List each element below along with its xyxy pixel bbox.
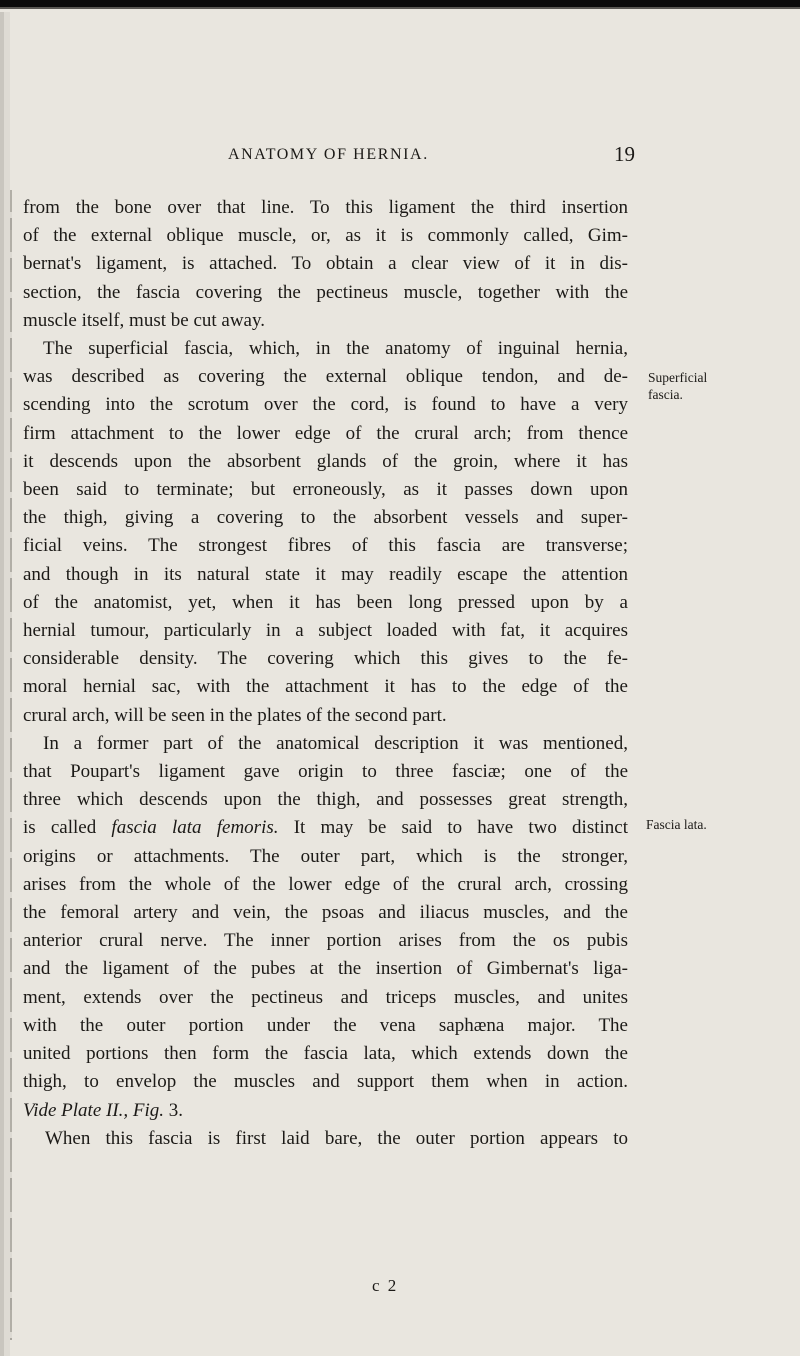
text-line: muscle itself, must be cut away. <box>23 309 266 331</box>
text-line: three which descends upon the thigh, and possesses great strength, <box>23 789 628 811</box>
text-segment: is called <box>23 817 112 839</box>
text-line: that Poupart's ligament gave origin to three fasciæ; one of the <box>23 761 628 783</box>
page-number: 19 <box>614 142 635 166</box>
margin-note-fascia-lata: Fascia lata. <box>646 817 707 832</box>
text-line: scending into the scrotum over the cord, is found to have a very <box>23 394 628 416</box>
text-line: the femoral artery and vein, the psoas and iliacus muscles, and the <box>23 902 628 924</box>
text-line: of the external oblique muscle, or, as it is commonly called, Gim- <box>23 225 628 247</box>
signature-mark: c 2 <box>372 1276 399 1295</box>
text-line: it descends upon the absorbent glands of the groin, where it has <box>23 450 628 472</box>
text-line: and though in its natural state it may readily escape the attention <box>23 563 628 585</box>
text-line: and the ligament of the pubes at the insertion of Gimbernat's liga- <box>23 958 628 980</box>
text-line: crural arch, will be seen in the plates of the second part. <box>23 704 447 726</box>
text-line: When this fascia is first laid bare, the outer portion appears to <box>45 1127 628 1149</box>
text-segment: 3. <box>164 1099 184 1121</box>
text-line: considerable density. The covering which this gives to the fe- <box>23 648 628 670</box>
text-line-fascia-lata <box>23 814 628 842</box>
text-line: with the outer portion under the vena saphæna major. The <box>23 1014 628 1036</box>
text-line: bernat's ligament, is attached. To obtain a clear view of it in dis- <box>23 253 628 275</box>
gutter-shadow <box>10 190 12 1340</box>
text-line: section, the fascia covering the pectineus muscle, together with the <box>23 281 628 303</box>
text-line: origins or attachments. The outer part, which is the stronger, <box>23 845 628 867</box>
margin-note-line: Superficial <box>648 370 708 385</box>
text-segment: Vide Plate II., Fig. <box>23 1099 165 1121</box>
margin-note-superficial-fascia <box>648 369 707 403</box>
text-line: from the bone over that line. To this ligament the third insertion <box>23 197 628 218</box>
text-line: moral hernial sac, with the attachment it has to the edge of the <box>23 676 628 698</box>
text-line: arises from the whole of the lower edge of the crural arch, crossing <box>23 873 628 895</box>
margin-note-line: fascia. <box>648 387 683 402</box>
text-line: united portions then form the fascia lata, which extends down the <box>23 1043 628 1065</box>
text-line: the thigh, giving a covering to the absorbent vessels and super- <box>23 507 628 529</box>
text-line: been said to terminate; but erroneously, as it passes down upon <box>23 479 628 501</box>
scan-top-border <box>0 0 800 12</box>
text-line: The superficial fascia, which, in the anatomy of inguinal hernia, <box>43 338 628 360</box>
body-text <box>23 194 628 1153</box>
running-header <box>0 142 800 166</box>
text-line: thigh, to envelop the muscles and support them when in action. <box>23 1071 628 1093</box>
text-segment: It may be said to have two distinct <box>278 817 628 839</box>
term-fascia-lata-femoris: fascia lata femoris. <box>111 817 279 839</box>
plate-reference <box>23 1097 628 1125</box>
text-line: ment, extends over the pectineus and triceps muscles, and unites <box>23 986 628 1008</box>
text-line: of the anatomist, yet, when it has been long pressed upon by a <box>23 591 628 613</box>
text-line: hernial tumour, particularly in a subject loaded with fat, it acquires <box>23 620 628 642</box>
text-line: was described as covering the external oblique tendon, and de- <box>23 366 628 388</box>
text-line: anterior crural nerve. The inner portion arises from the os pubis <box>23 930 628 952</box>
text-line: In a former part of the anatomical description it was mentioned, <box>43 732 628 754</box>
running-title: ANATOMY OF HERNIA. <box>228 146 429 163</box>
text-line: firm attachment to the lower edge of the crural arch; from thence <box>23 422 628 444</box>
text-line: ficial veins. The strongest fibres of this fascia are transverse; <box>23 535 628 557</box>
